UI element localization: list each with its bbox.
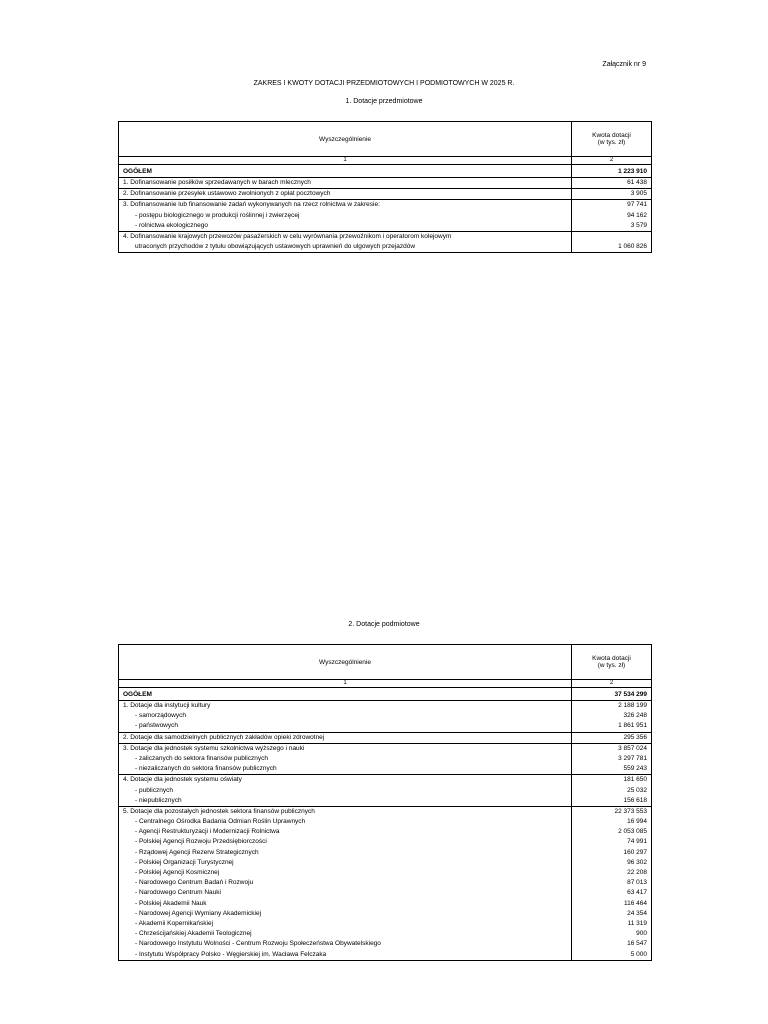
sub-item-label: - postępu biologicznego w produkcji roślinnej i zwierzęcej — [135, 211, 300, 219]
sub-item-amount: 94 162 — [627, 211, 647, 219]
row-description — [119, 231, 572, 252]
total-value: 37 534 299 — [572, 688, 652, 701]
item-label: 3. Dofinansowanie lub finansowanie zadań wykonywanych na rzecz rolnictwa w zakresie: — [123, 201, 380, 209]
document-title: ZAKRES I KWOTY DOTACJI PRZEDMIOTOWYCH I PODMIOTOWYCH W 2025 R. — [253, 80, 515, 87]
sub-item-amount: 74 991 — [627, 838, 647, 846]
item-amount: 22 373 553 — [614, 807, 647, 815]
total-label: OGÓŁEM — [119, 165, 572, 178]
item-amount: 181 650 — [623, 776, 647, 784]
sub-item-label: - Instytutu Współpracy Polsko - Węgierskiej im. Wacława Felczaka — [135, 950, 327, 958]
sub-item-label: - Centralnego Ośrodka Badania Odmian Roślin Uprawnych — [135, 818, 306, 826]
column-header-description: Wyszczególnienie — [119, 122, 572, 157]
sub-item-amount: 24 354 — [627, 909, 647, 917]
column-header-amount — [572, 122, 652, 157]
row-amount — [572, 231, 652, 252]
column-header-amount — [572, 645, 652, 680]
item-amount: 295 356 — [623, 733, 647, 741]
sub-item-amount: 1 861 951 — [618, 722, 647, 730]
sub-item-amount: 160 297 — [623, 848, 647, 856]
column-header-description: Wyszczególnienie — [119, 645, 572, 680]
section1-title: 1. Dotacje przedmiotowe — [345, 98, 423, 105]
sub-item-amount: 16 994 — [627, 818, 647, 826]
item-label: 1. Dotacje dla instytucji kultury — [123, 702, 211, 709]
amount-header-line1: Kwota dotacji — [592, 655, 631, 662]
column-number-1: 1 — [119, 680, 572, 688]
sub-item-amount: 2 053 085 — [618, 828, 647, 836]
column-number-2: 2 — [572, 157, 652, 165]
sub-item-label: - publicznych — [135, 786, 173, 794]
column-number-1: 1 — [119, 157, 572, 165]
item-label: 3. Dotacje dla jednostek systemu szkolnictwa wyższego i nauki — [123, 744, 305, 752]
row-description — [119, 806, 572, 960]
table-row — [119, 200, 652, 232]
sub-item-amount: 116 464 — [623, 899, 647, 907]
row-description — [119, 775, 572, 807]
item-label: 5. Dotacje dla pozostałych jednostek sektora finansów publicznych — [123, 807, 315, 815]
sub-item-label: utraconych przychodów z tytułu obowiązujących ustawowych uprawnień do ulgowych przejazdów — [135, 243, 416, 251]
item-amount — [576, 232, 647, 242]
item-amount: 2 188 199 — [618, 702, 647, 709]
sub-item-amount: 22 208 — [627, 869, 647, 876]
table-row — [119, 743, 652, 775]
total-label: OGÓŁEM — [119, 688, 572, 701]
sub-item-label: - niepublicznych — [135, 796, 182, 804]
row-description — [119, 743, 572, 775]
sub-item-amount: 11 319 — [627, 919, 647, 927]
table-row — [119, 701, 652, 733]
sub-item-amount: 16 547 — [627, 940, 647, 948]
item-label: 4. Dotacje dla jednostek systemu oświaty — [123, 776, 242, 784]
row-amount — [572, 701, 652, 733]
amount-header-line1: Kwota dotacji — [592, 132, 631, 139]
sub-item-label: - Narodowego Centrum Badań i Rozwoju — [135, 879, 254, 887]
sub-item-amount: 156 618 — [623, 796, 647, 804]
table-row — [119, 178, 652, 189]
sub-item-label: - rolnictwa ekologicznego — [135, 221, 208, 229]
annex-label: Załącznik nr 9 — [602, 61, 646, 68]
table-row — [119, 189, 652, 200]
sub-item-label: - Narodowej Agencji Wymiany Akademickiej — [135, 909, 262, 917]
item-label: 2. Dofinansowanie przesyłek ustawowo zwolnionych z opłat pocztowych — [123, 190, 331, 198]
row-amount — [572, 178, 652, 189]
column-number-2: 2 — [572, 680, 652, 688]
row-amount — [572, 732, 652, 743]
row-description — [119, 178, 572, 189]
sub-item-amount: 3 297 781 — [618, 754, 647, 762]
sub-item-amount: 63 417 — [627, 889, 647, 897]
sub-item-label: - Polskiej Agencji Rozwoju Przedsiębiorczości — [135, 838, 267, 846]
row-amount — [572, 806, 652, 960]
sub-item-amount: 326 248 — [623, 712, 647, 720]
sub-item-label: - Narodowego Centrum Nauki — [135, 889, 221, 897]
item-amount: 3 857 024 — [618, 744, 647, 752]
row-description — [119, 200, 572, 232]
sub-item-label: - Polskiej Agencji Kosmicznej — [135, 869, 220, 876]
sub-item-label: - samorządowych — [135, 712, 186, 720]
sub-item-label: - Chrześcijańskiej Akademii Teologicznej — [135, 930, 252, 938]
item-label: 1. Dofinansowanie posiłków sprzedawanych w barach mlecznych — [123, 179, 311, 186]
table-dotacje-przedmiotowe — [118, 121, 652, 253]
row-description — [119, 701, 572, 733]
table-dotacje-podmiotowe — [118, 644, 652, 961]
sub-item-label: - Akademii Kopernikańskiej — [135, 919, 214, 927]
row-amount — [572, 743, 652, 775]
sub-item-amount: 900 — [636, 930, 647, 938]
sub-item-amount: 96 302 — [627, 858, 647, 866]
row-description — [119, 732, 572, 743]
item-amount: 3 905 — [630, 190, 647, 198]
row-amount — [572, 200, 652, 232]
table-row — [119, 806, 652, 960]
sub-item-label: - Rządowej Agencji Rezerw Strategicznych — [135, 848, 259, 856]
sub-item-label: - niezaliczanych do sektora finansów publicznych — [135, 765, 277, 773]
item-label: 4. Dofinansowanie krajowych przewozów pasażerskich w celu wyrównania przewoźnikom i operatorom kolejowym — [123, 232, 452, 240]
sub-item-amount: 3 579 — [630, 221, 647, 229]
table-row — [119, 231, 652, 252]
sub-item-label: - Agencji Restrukturyzacji i Modernizacji Rolnictwa — [135, 828, 280, 836]
table-row — [119, 775, 652, 807]
item-label: 2. Dotacje dla samodzielnych publicznych zakładów opieki zdrowotnej — [123, 733, 325, 741]
sub-item-label: - Polskiej Akademii Nauk — [135, 899, 207, 907]
sub-item-label: - zaliczanych do sektora finansów publicznych — [135, 754, 268, 762]
amount-header-line2: (w tys. zł) — [597, 139, 626, 146]
total-value: 1 223 910 — [572, 165, 652, 178]
item-amount: 97 741 — [627, 201, 647, 209]
table-row — [119, 732, 652, 743]
amount-header-line2: (w tys. zł) — [597, 662, 626, 669]
sub-item-amount: 25 032 — [627, 786, 647, 794]
sub-item-amount: 559 243 — [623, 765, 647, 773]
sub-item-label: - Polskiej Organizacji Turystycznej — [135, 858, 234, 866]
section2-title: 2. Dotacje podmiotowe — [348, 621, 420, 628]
sub-item-amount: 1 060 826 — [618, 243, 647, 251]
row-description — [119, 189, 572, 200]
row-amount — [572, 189, 652, 200]
sub-item-amount: 5 000 — [630, 950, 647, 958]
row-amount — [572, 775, 652, 807]
sub-item-amount: 87 013 — [627, 879, 647, 887]
item-amount: 61 438 — [627, 179, 647, 186]
sub-item-label: - Narodowego Instytutu Wolności - Centrum Rozwoju Społeczeństwa Obywatelskiego — [135, 940, 381, 948]
sub-item-label: - państwowych — [135, 722, 178, 730]
